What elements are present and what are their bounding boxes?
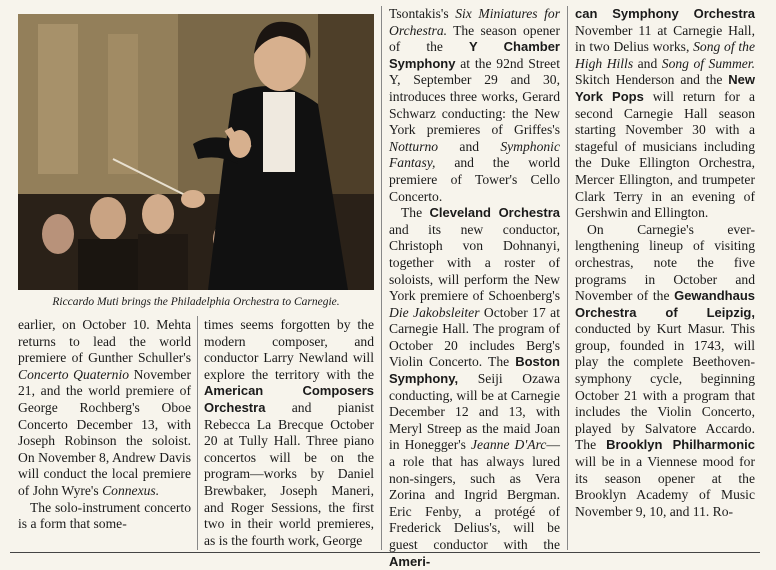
paragraph: The Cleveland Orchestra and its new conductor, Christoph von Dohnanyi, together with a roster of soloists, will perform the New York premiere of Schoenberg's Die Jakobsleiter October 17 at Carnegie Hall. The program of October 20 includes Berg's Violin Concerto. The Boston Symphony, Seiji Ozawa conducting, will be at Carnegie December 12 and 13, with Meryl Streep as the maid Joan in Honegger's Jeanne D'Arc—a role that has always lured non-singers, such as Vera Zorina and Ingrid Bergman. Eric Fenby, a protégé of Frederick Delius's, will be guest conductor with the Ameri- [389, 205, 560, 569]
paragraph: The solo-instrument concerto is a form that some- [18, 499, 191, 532]
column-divider [197, 316, 198, 550]
column-divider [381, 6, 382, 550]
column-4 [575, 6, 755, 520]
column-divider [567, 6, 568, 550]
column-1 [18, 317, 191, 533]
column-3 [389, 6, 560, 570]
column-2 [204, 317, 374, 549]
paragraph: Tsontakis's Six Miniatures for Orchestra. The season opener of the Y Chamber Symphony at the 92nd Street Y, September 29 and 30, introduces three works, Gerard Schwarz conducting: the New York premieres of Griffes's Notturno and Symphonic Fantasy, and the world premiere of Tower's Cello Concerto. [389, 6, 560, 204]
photo-caption: Riccardo Muti brings the Philadelphia Orchestra to Carnegie. [52, 296, 340, 308]
conductor-photo [18, 14, 374, 290]
paragraph: times seems forgotten by the modern composer, and conductor Larry Newland will explore the territory with the American Composers Orchestra and pianist Rebecca La Brecque October 20 at Tully Hall. Three piano concertos will be on the program—works by Daniel Brewbaker, Joseph Maneri, and Roger Sessions, the first two in their world premieres, as is the fourth work, George [204, 317, 374, 548]
paragraph: earlier, on October 10. Mehta returns to lead the world premiere of Gunther Schuller's Concerto Quaternio November 21, and the world premiere of George Rochberg's Oboe Concerto December 13, with Joseph Robinson the soloist. On November 8, Andrew Davis will conduct the local premiere of John Wyre's Connexus. [18, 317, 191, 498]
paragraph: can Symphony Orchestra November 11 at Carnegie Hall, in two Delius works, Song of the High Hills and Song of Summer. Skitch Henderson and the New York Pops will return for a second Carnegie Hall season starting November 30 with a stageful of musicians including the Duke Ellington Orchestra, Mercer Ellington, and trumpeter Clark Terry in an evening of Gershwin and Ellington. [575, 6, 755, 221]
bottom-rule [10, 552, 760, 553]
photo-illustration [18, 14, 374, 290]
paragraph: On Carnegie's ever-lengthening lineup of visiting orchestras, note the five programs in October and November of the Gewandhaus Orchestra of Leipzig, conducted by Kurt Masur. This group, founded in 1743, will play the complete Beethoven-symphony cycle, beginning October 21 with a program that includes the Violin Concerto, played by Salvatore Accardo. The Brooklyn Philharmonic will be in a Viennese mood for its season opener at the Brooklyn Academy of Music November 9, 10, and 11. Ro- [575, 221, 755, 519]
